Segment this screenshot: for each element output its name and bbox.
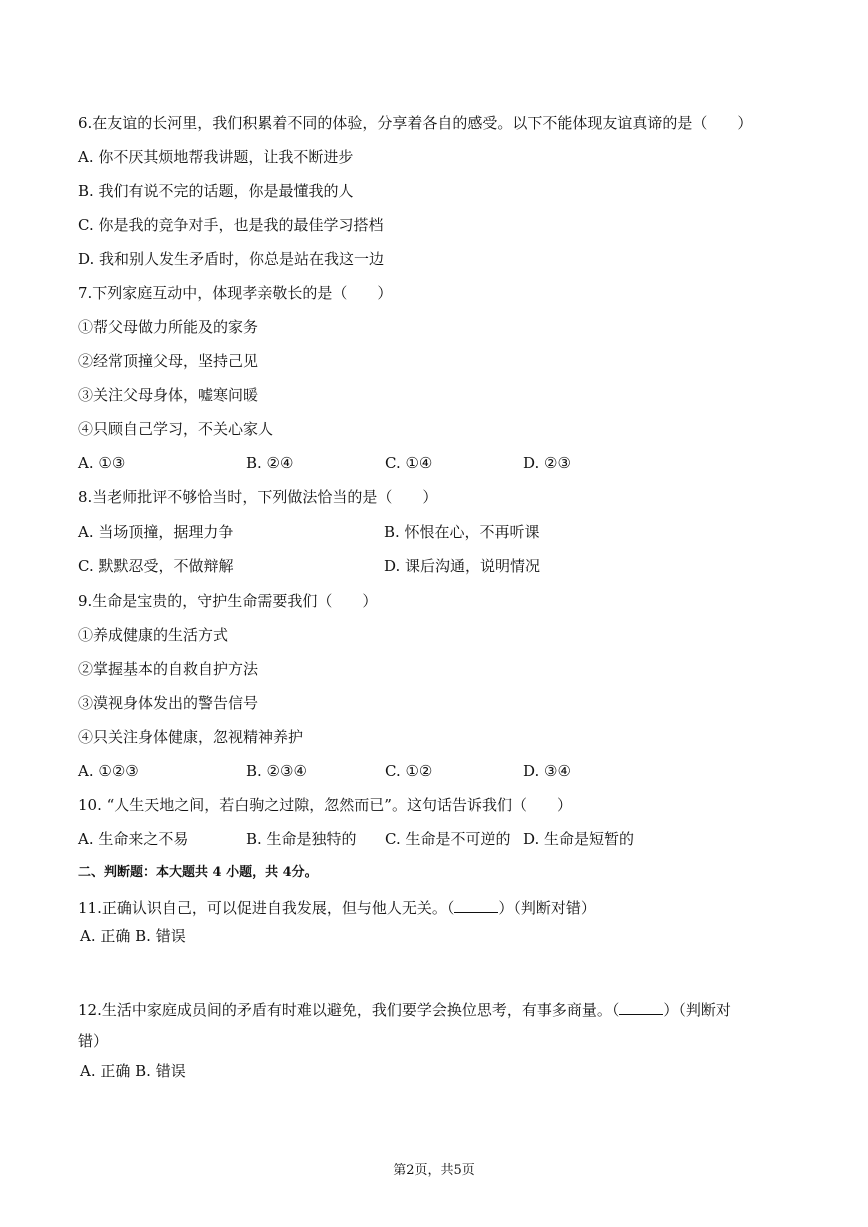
- question-9-item-2: ②掌握基本的自救自护方法: [78, 660, 259, 678]
- question-12-stem-wrap: 错）: [78, 1032, 109, 1050]
- question-9-item-1: ①养成健康的生活方式: [78, 626, 229, 644]
- question-8-option-d: D. 课后沟通，说明情况: [384, 557, 541, 575]
- question-8-option-c: C. 默默忍受，不做辩解: [78, 557, 234, 575]
- question-7-option-a: A. ①③: [78, 454, 126, 472]
- question-9-option-d: D. ③④: [523, 762, 571, 780]
- question-11-options: A. 正确 B. 错误: [80, 927, 186, 945]
- question-10-option-a: A. 生命来之不易: [78, 830, 189, 848]
- question-11-answer-blank[interactable]: [454, 898, 498, 913]
- question-9-option-c: C. ①②: [385, 762, 433, 780]
- question-8-option-b: B. 怀恨在心，不再听课: [384, 523, 540, 541]
- question-10-option-d: D. 生命是短暂的: [523, 830, 635, 848]
- question-12-stem-suffix: ）（判断对: [663, 1001, 731, 1019]
- question-8-options-row2: [78, 557, 678, 575]
- question-6-option-c: C. 你是我的竞争对手，也是我的最佳学习搭档: [78, 216, 384, 234]
- question-7-item-2: ②经常顶撞父母，坚持己见: [78, 352, 259, 370]
- question-11-stem-suffix: ）（判断对错）: [498, 899, 596, 917]
- page-footer: 第2页，共5页: [393, 1163, 475, 1178]
- question-12-stem: [78, 1000, 731, 1019]
- question-7-stem: 7.下列家庭互动中，体现孝亲敬长的是（ ）: [78, 284, 393, 302]
- question-9-option-a: A. ①②③: [78, 762, 139, 780]
- question-7-item-4: ④只顾自己学习，不关心家人: [78, 420, 274, 438]
- question-7-option-b: B. ②④: [246, 454, 294, 472]
- question-6-option-a: A. 你不厌其烦地帮我讲题，让我不断进步: [78, 148, 354, 166]
- question-7-item-3: ③关注父母身体，嘘寒问暖: [78, 386, 259, 404]
- question-7-options: [78, 454, 678, 472]
- question-9-options: [78, 762, 678, 780]
- question-9-item-3: ③漠视身体发出的警告信号: [78, 694, 259, 712]
- question-10-stem: 10. “人生天地之间，若白驹之过隙，忽然而已”。这句话告诉我们（ ）: [78, 796, 572, 814]
- question-10-option-b: B. 生命是独特的: [246, 830, 357, 848]
- question-9-item-4: ④只关注身体健康，忽视精神养护: [78, 728, 304, 746]
- question-7-item-1: ①帮父母做力所能及的家务: [78, 318, 259, 336]
- question-6-stem: 6.在友谊的长河里，我们积累着不同的体验，分享着各自的感受。以下不能体现友谊真谛的是（ ）: [78, 114, 753, 132]
- question-6-option-d: D. 我和别人发生矛盾时，你总是站在我这一边: [78, 250, 385, 268]
- section-2-heading: 二、判断题：本大题共 4 小题，共 4分。: [78, 865, 318, 880]
- question-8-option-a: A. 当场顶撞，据理力争: [78, 523, 234, 541]
- question-11-stem-text: 11.正确认识自己，可以促进自我发展，但与他人无关。（: [78, 899, 455, 917]
- question-6-option-b: B. 我们有说不完的话题，你是最懂我的人: [78, 182, 354, 200]
- question-8-stem: 8.当老师批评不够恰当时，下列做法恰当的是（ ）: [78, 488, 438, 506]
- question-10-option-c: C. 生命是不可逆的: [385, 830, 511, 848]
- question-9-stem: 9.生命是宝贵的，守护生命需要我们（ ）: [78, 592, 378, 610]
- question-10-options: [78, 830, 698, 848]
- question-7-option-d: D. ②③: [523, 454, 571, 472]
- question-12-answer-blank[interactable]: [619, 1000, 663, 1015]
- question-7-option-c: C. ①④: [385, 454, 433, 472]
- question-8-options-row1: [78, 523, 678, 541]
- question-11-stem: [78, 898, 596, 917]
- question-12-stem-text: 12.生活中家庭成员间的矛盾有时难以避免，我们要学会换位思考，有事多商量。（: [78, 1001, 620, 1019]
- question-12-options: A. 正确 B. 错误: [80, 1062, 186, 1080]
- question-9-option-b: B. ②③④: [246, 762, 307, 780]
